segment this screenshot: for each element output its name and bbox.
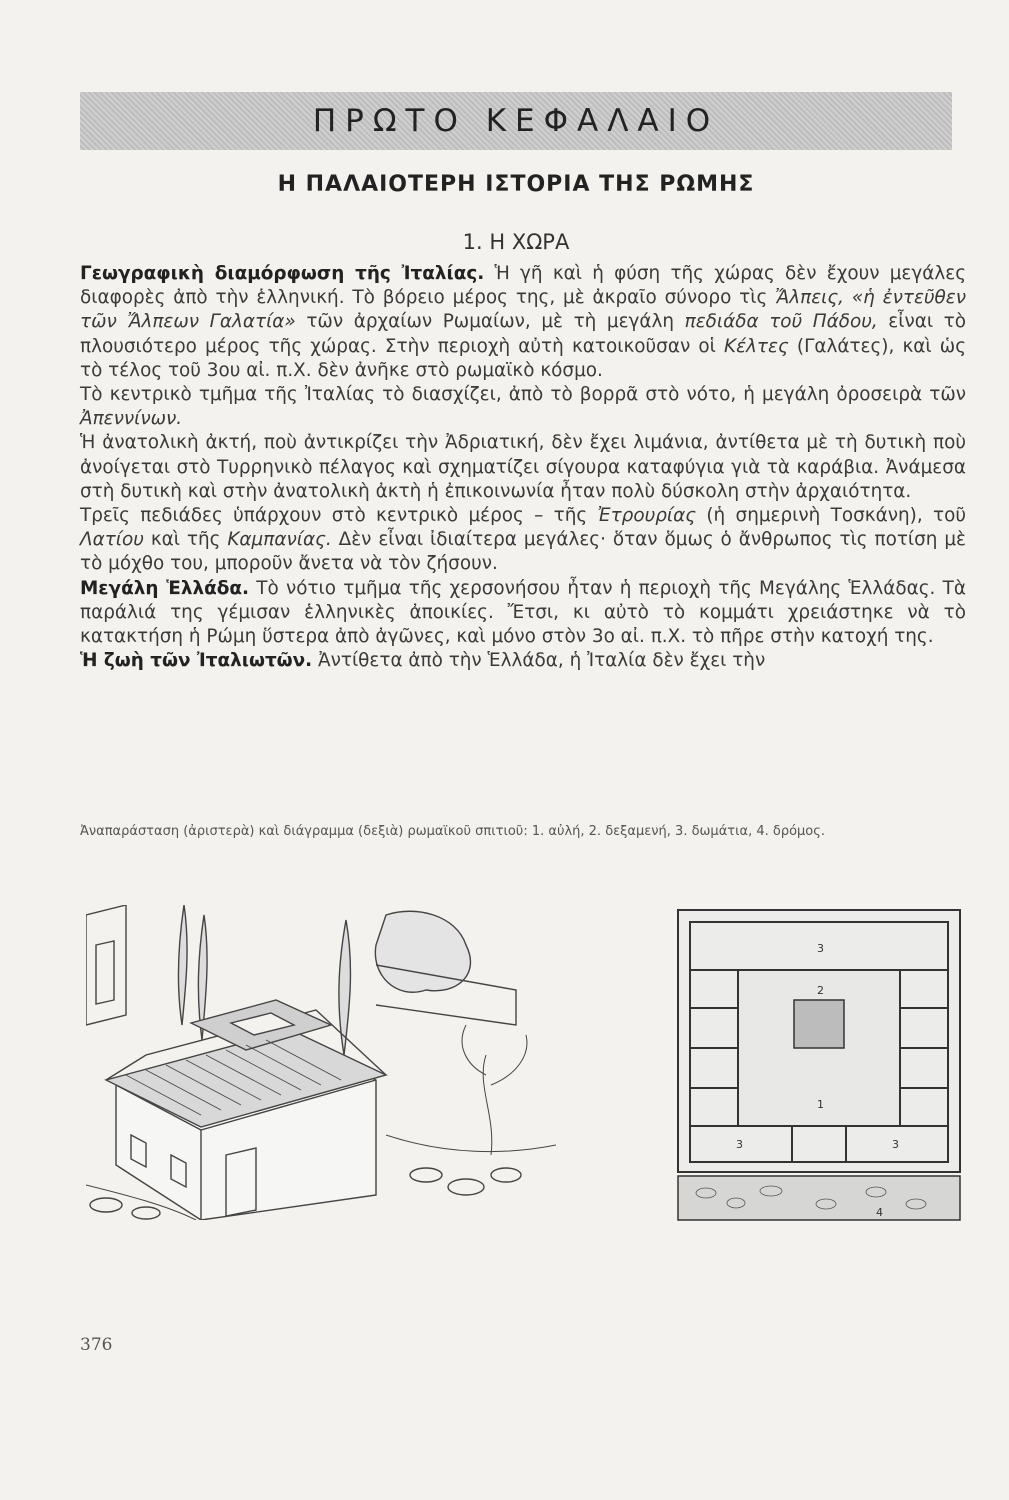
text-run: Τρεῖς πεδιάδες ὑπάρχουν στὸ κεντρικὸ μέρος – τῆς — [80, 505, 598, 527]
plan-label-court: 1 — [817, 1098, 824, 1111]
cistern-shape — [794, 1000, 844, 1048]
paragraph-geography — [80, 262, 966, 383]
street-shape — [678, 1176, 960, 1220]
house-plan-diagram — [676, 908, 962, 1224]
italic-run: Ἀπεννίνων. — [80, 408, 183, 430]
body-text — [80, 262, 966, 673]
text-run: Ἀντίθετα ἀπὸ τὴν Ἑλλάδα, ἡ Ἰταλία δὲν ἔχει τὴν — [312, 650, 766, 672]
italic-run: Κέλτες — [724, 335, 789, 357]
chapter-title: Η ΠΑΛΑΙΟΤΕΡΗ ΙΣΤΟΡΙΑ ΤΗΣ ΡΩΜΗΣ — [277, 172, 755, 197]
text-run: Τὸ κεντρικὸ τμῆμα τῆς Ἰταλίας τὸ διασχίζει, ἀπὸ τὸ βορρᾶ στὸ νότο, ἡ μεγάλη ὀροσειρὰ τῶν — [80, 384, 966, 406]
text-run: (ἡ σημερινὴ Τοσκάνη), τοῦ — [696, 505, 966, 527]
plan-label-street: 4 — [876, 1206, 883, 1219]
text-run: Ἡ ἀνατολικὴ ἀκτή, ποὺ ἀντικρίζει τὴν Ἀδριατική, δὲν ἔχει λιμάνια, ἀντίθετα μὲ τὴ δυτικὴ ποὺ ἀνοίγεται στὸ Τυρρηνικὸ πέλαγος καὶ σχηματίζει σίγουρα καταφύγια γιὰ τὰ καράβια. Ἀνάμεσα στὴ δυτικὴ καὶ στὴν ἀνατολικὴ ἀκτὴ ἡ ἐπικοινωνία ἦταν πολὺ δύσκολη στὴν ἀρχαιότητα. — [80, 432, 966, 502]
page-number: 376 — [80, 1335, 113, 1355]
paragraph-magna-graecia — [80, 577, 966, 650]
italic-run: Ἄλπεις, «ἡ ἐντεῦθεν τῶν Ἄλπεων Γαλατία» — [80, 287, 967, 333]
plan-label-room-left: 3 — [736, 1138, 743, 1151]
chapter-band — [80, 92, 952, 150]
text-run: καὶ τῆς — [143, 529, 228, 551]
text-run: Δὲν εἶναι ἰδιαίτερα μεγάλες· ὅταν ὅμως ὁ ἄνθρωπος τὶς ποτίση μὲ τὸ μόχθο του, μποροῦν ἄνετα νὰ τὸν ζήσουν. — [80, 529, 966, 575]
italic-run: πεδιάδα τοῦ Πάδου, — [684, 311, 878, 333]
text-run: Τὸ νότιο τμῆμα τῆς χερσονήσου ἦταν ἡ περιοχὴ τῆς Μεγάλης Ἑλλάδας. Τὰ παράλιά της γέμισαν ἑλληνικὲς ἀποικίες. Ἔτσι, κι αὐτὸ τὸ κομμάτι χρειάστηκε νὰ τὸ κατακτήση ἡ Ρώμη ὕστερα ἀπὸ ἀγῶνες, καὶ μόνο στὸν 3ο αἰ. π.Χ. τὸ πῆρε στὴν κατοχή της. — [80, 577, 966, 648]
paragraph-heading: Ἡ ζωὴ τῶν Ἰταλιωτῶν. — [80, 650, 313, 672]
paragraph-apennines — [80, 383, 966, 431]
text-run: (Γαλάτες), καὶ ὡς τὸ τέλος τοῦ 3ου αἰ. π.Χ. δὲν ἀνῆκε στὸ ρωμαϊκὸ κόσμο. — [80, 335, 966, 381]
house-reconstruction-illustration — [86, 905, 556, 1220]
chapter-heading: ΠΡΩΤΟ ΚΕΦΑΛΑΙΟ — [312, 103, 720, 139]
italic-run: Καμπανίας. — [227, 529, 332, 551]
section-heading: 1. Η ΧΩΡΑ — [462, 230, 570, 254]
text-run: τῶν ἀρχαίων Ρωμαίων, μὲ τὴ μεγάλη — [295, 311, 685, 333]
paragraph-plains — [80, 504, 966, 577]
figure-caption: Ἀναπαράσταση (ἀριστερὰ) καὶ διάγραμμα (δεξιὰ) ρωμαϊκοῦ σπιτιοῦ: 1. αὐλή, 2. δεξαμενή, 3. δωμάτια, 4. δρόμος. — [80, 824, 826, 839]
paragraph-coasts — [80, 431, 966, 504]
text-run: Ἡ γῆ καὶ ἡ φύση τῆς χώρας δὲν ἔχουν μεγάλες διαφορὲς ἀπὸ τὴν ἑλληνική. Τὸ βόρειο μέρος της, μὲ ἀκραῖο σύνορο τὶς — [80, 263, 966, 309]
paragraph-italiots — [80, 649, 966, 673]
paragraph-heading: Μεγάλη Ἑλλάδα. — [80, 577, 249, 599]
plan-label-cistern: 2 — [817, 984, 824, 997]
italic-run: Ἐτρουρίας — [597, 505, 697, 527]
paragraph-heading: Γεωγραφικὴ διαμόρφωση τῆς Ἰταλίας. — [80, 263, 485, 284]
plan-label-room-top: 3 — [817, 942, 824, 955]
italic-run: Λατίου — [80, 529, 144, 551]
plan-label-room-right: 3 — [892, 1138, 899, 1151]
text-run: εἶναι τὸ πλουσιότερο μέρος τῆς χώρας. Στὴν περιοχὴ αὐτὴ κατοικοῦσαν οἱ — [80, 311, 966, 357]
